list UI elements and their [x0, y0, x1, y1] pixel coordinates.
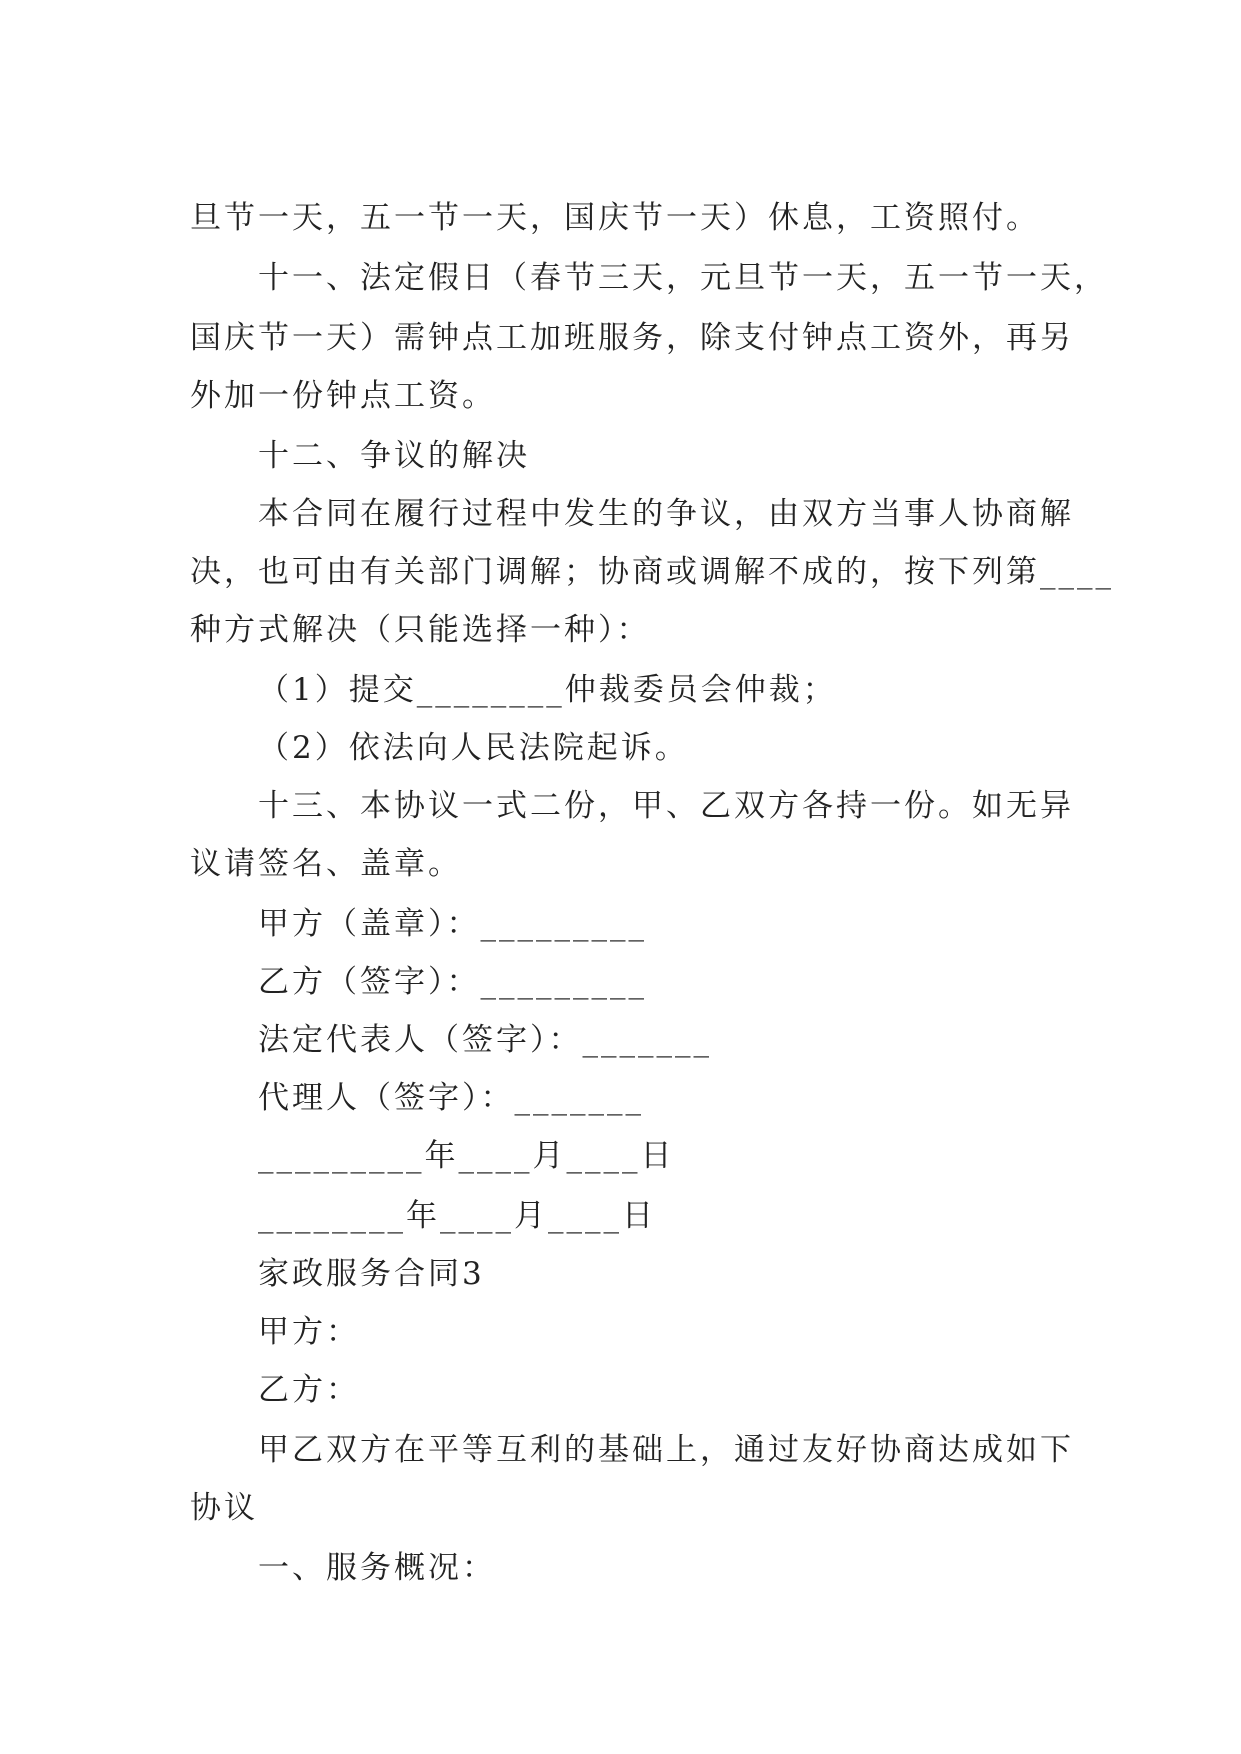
section-heading-service-overview: 一、服务概况：	[258, 1550, 496, 1586]
text-line-7: 决，也可由有关部门调解；协商或调解不成的，按下列第____	[190, 554, 1114, 590]
party-a-label: 甲方：	[258, 1314, 360, 1350]
text-line-1: 旦节一天，五一节一天，国庆节一天）休息，工资照付。	[190, 200, 1040, 236]
date-field-1: _________年____月____日	[258, 1138, 675, 1174]
option-2: （2）依法向人民法院起诉。	[258, 730, 689, 766]
text-line-3: 国庆节一天）需钟点工加班服务，除支付钟点工资外，再另	[190, 320, 1074, 356]
text-line-2: 十一、法定假日（春节三天，元旦节一天，五一节一天，	[258, 260, 1108, 296]
text-line-12: 议请签名、盖章。	[190, 846, 462, 882]
text-line-4: 外加一份钟点工资。	[190, 378, 496, 414]
party-b-signature-field: 乙方（签字）：_________	[258, 964, 647, 1000]
text-line-6: 本合同在履行过程中发生的争议，由双方当事人协商解	[258, 496, 1074, 532]
text-line-11: 十三、本协议一式二份，甲、乙双方各持一份。如无异	[258, 788, 1074, 824]
legal-representative-signature-field: 法定代表人（签字）：_______	[258, 1022, 712, 1058]
text-line-22: 甲乙双方在平等互利的基础上，通过友好协商达成如下	[258, 1432, 1074, 1468]
party-a-seal-field: 甲方（盖章）：_________	[258, 906, 647, 942]
text-line-8: 种方式解决（只能选择一种）：	[190, 612, 651, 648]
section-heading-12: 十二、争议的解决	[258, 438, 530, 474]
contract-3-title: 家政服务合同3	[258, 1256, 485, 1292]
date-field-2: ________年____月____日	[258, 1198, 656, 1234]
option-1: （1）提交________仲裁委员会仲裁；	[258, 672, 837, 708]
agent-signature-field: 代理人（签字）：_______	[258, 1080, 644, 1116]
text-line-23: 协议	[190, 1490, 258, 1526]
party-b-label: 乙方：	[258, 1372, 360, 1408]
